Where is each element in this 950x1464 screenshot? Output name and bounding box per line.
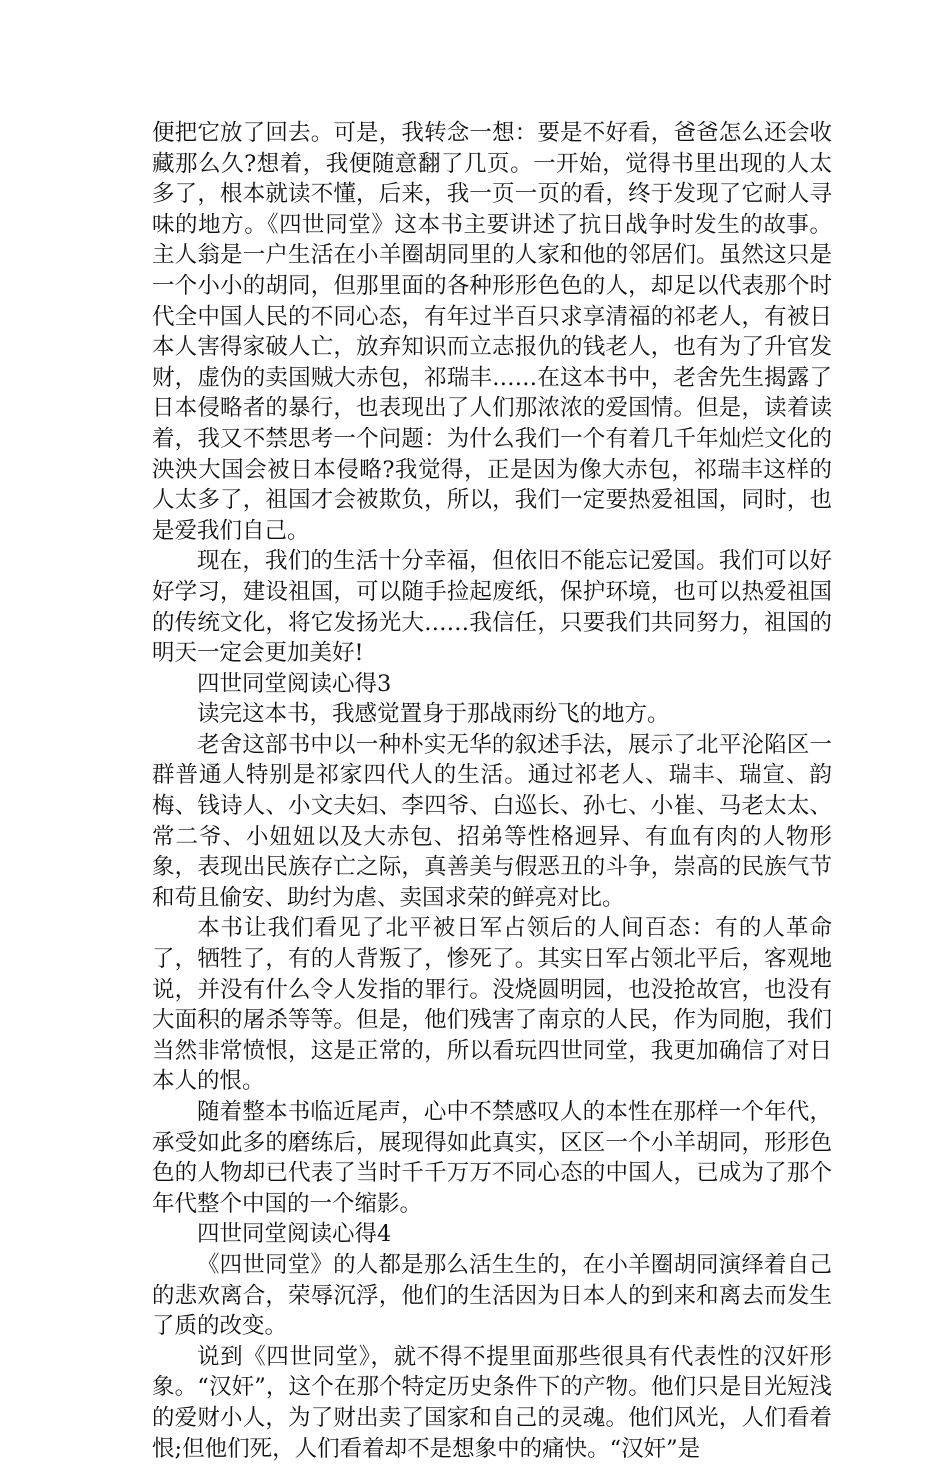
- body-paragraph: 现在，我们的生活十分幸福，但依旧不能忘记爱国。我们可以好好学习，建设祖国，可以随手捡起废纸，保护环境，也可以热爱祖国的传统文化，将它发扬光大……我信任，只要我们共同努力，祖国的明天一定会更加美好!: [152, 548, 832, 667]
- body-paragraph: 本书让我们看见了北平被日军占领后的人间百态：有的人革命了，牺牲了，有的人背叛了，惨死了。其实日军占领北平后，客观地说，并没有什么令人发指的罪行。没烧圆明园，也没抢故宫，也没有大面积的屠杀等等。但是，他们残害了南京的人民，作为同胞，我们当然非常愤恨，这是正常的，所以看玩四世同堂，我更加确信了对日本人的恨。: [152, 915, 832, 1095]
- body-paragraph: 说到《四世同堂》，就不得不提里面那些很具有代表性的汉奸形象。“汉奸”，这个在那个特定历史条件下的产物。他们只是目光短浅的爱财小人，为了财出卖了国家和自己的灵魂。他们风光，人们看着恨;但他们死，人们看着却不是想象中的痛快。“汉奸”是: [152, 1343, 832, 1462]
- body-paragraph: 老舍这部书中以一种朴实无华的叙述手法，展示了北平沦陷区一群普通人特别是祁家四代人的生活。通过祁老人、瑞丰、瑞宣、韵梅、钱诗人、小文夫妇、李四爷、白巡长、孙七、小崔、马老太太、常二爷、小妞妞以及大赤包、招弟等性格迥异、有血有肉的人物形象，表现出民族存亡之际，真善美与假恶丑的斗争，崇高的民族气节和苟且偷安、助纣为虐、卖国求荣的鲜亮对比。: [152, 731, 832, 911]
- body-paragraph: 读完这本书，我感觉置身于那战雨纷飞的地方。: [197, 701, 670, 728]
- body-paragraph: 《四世同堂》的人都是那么活生生的，在小羊圈胡同演绎着自己的悲欢离合，荣辱沉浮，他们的生活因为日本人的到来和离去而发生了质的改变。: [152, 1251, 832, 1340]
- section-heading: 四世同堂阅读心得4: [197, 1221, 392, 1248]
- body-paragraph: 随着整本书临近尾声，心中不禁感叹人的本性在那样一个年代，承受如此多的磨练后，展现得如此真实，区区一个小羊胡同，形形色色的人物却已代表了当时千千万万不同心态的中国人，已成为了那个年代整个中国的一个缩影。: [152, 1099, 832, 1217]
- body-paragraph: 便把它放了回去。可是，我转念一想：要是不好看，爸爸怎么还会收藏那么久?想着，我便随意翻了几页。一开始，觉得书里出现的人太多了，根本就读不懂，后来，我一页一页的看，终于发现了它耐人寻味的地方。《四世同堂》这本书主要讲述了抗日战争时发生的故事。主人翁是一户生活在小羊圈胡同里的人家和他的邻居们。虽然这只是一个小小的胡同，但那里面的各种形形色色的人，却足以代表那个时代全中国人民的不同心态，有年过半百只求享清福的祁老人，有被日本人害得家破人亡，放弃知识而立志报仇的钱老人，也有为了升官发财，虚伪的卖国贼大赤包，祁瑞丰……在这本书中，老舍先生揭露了日本侵略者的暴行，也表现出了人们那浓浓的爱国情。但是，读着读着，我又不禁思考一个问题：为什么我们一个有着几千年灿烂文化的泱泱大国会被日本侵略?我觉得，正是因为像大赤包，祁瑞丰这样的人太多了，祖国才会被欺负，所以，我们一定要热爱祖国，同时，也是爱我们自己。: [152, 120, 832, 544]
- section-heading: 四世同堂阅读心得3: [197, 670, 392, 697]
- document-page: [152, 118, 832, 1464]
